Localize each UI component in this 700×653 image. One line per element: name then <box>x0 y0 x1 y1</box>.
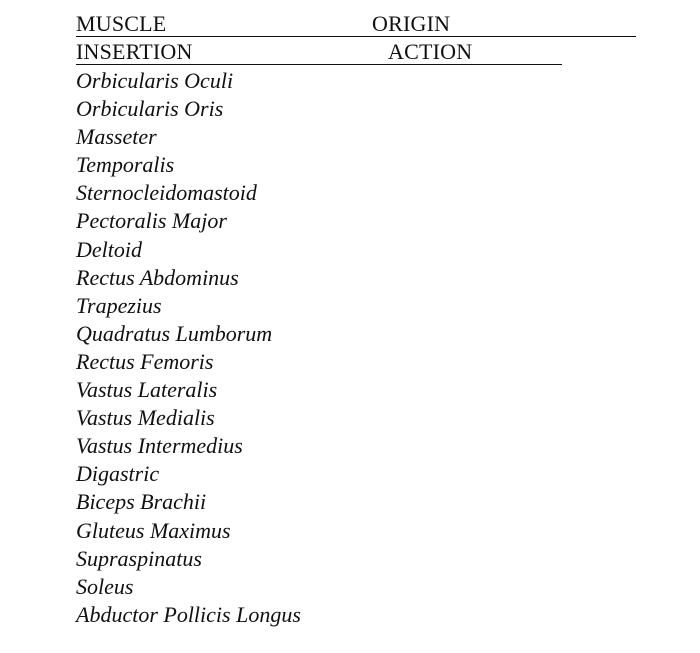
header-underline-row-1 <box>76 36 636 37</box>
muscle-list-item: Biceps Brachii <box>76 489 207 515</box>
muscle-list-item: Temporalis <box>76 152 175 178</box>
muscle-list-item: Deltoid <box>76 236 142 262</box>
muscle-list <box>76 67 301 629</box>
muscle-list-item: Rectus Abdominus <box>76 264 239 290</box>
muscle-list-item: Soleus <box>76 573 134 599</box>
muscle-list-item: Digastric <box>76 461 160 487</box>
muscle-list-item: Masseter <box>76 124 157 150</box>
muscle-list-item: Pectoralis Major <box>76 208 227 234</box>
muscle-list-item: Quadratus Lumborum <box>76 320 273 346</box>
muscle-list-item: Gluteus Maximus <box>76 517 231 543</box>
column-header-insertion: INSERTION <box>76 39 193 64</box>
muscle-list-item: Trapezius <box>76 292 162 318</box>
muscle-list-item: Sternocleidomastoid <box>76 180 257 206</box>
muscle-list-item: Vastus Intermedius <box>76 433 243 459</box>
muscle-list-item: Orbicularis Oris <box>76 96 224 122</box>
muscle-list-item: Abductor Pollicis Longus <box>76 601 301 627</box>
muscle-list-item: Rectus Femoris <box>76 348 214 374</box>
muscle-list-item: Vastus Lateralis <box>76 377 218 403</box>
muscle-list-item: Supraspinatus <box>76 545 202 571</box>
muscle-list-item: Vastus Medialis <box>76 405 215 431</box>
header-underline-row-2 <box>76 64 562 65</box>
column-header-muscle: MUSCLE <box>76 11 167 36</box>
muscle-list-item: Orbicularis Oculi <box>76 68 234 93</box>
column-header-action: ACTION <box>388 39 473 64</box>
column-header-origin: ORIGIN <box>372 11 451 36</box>
